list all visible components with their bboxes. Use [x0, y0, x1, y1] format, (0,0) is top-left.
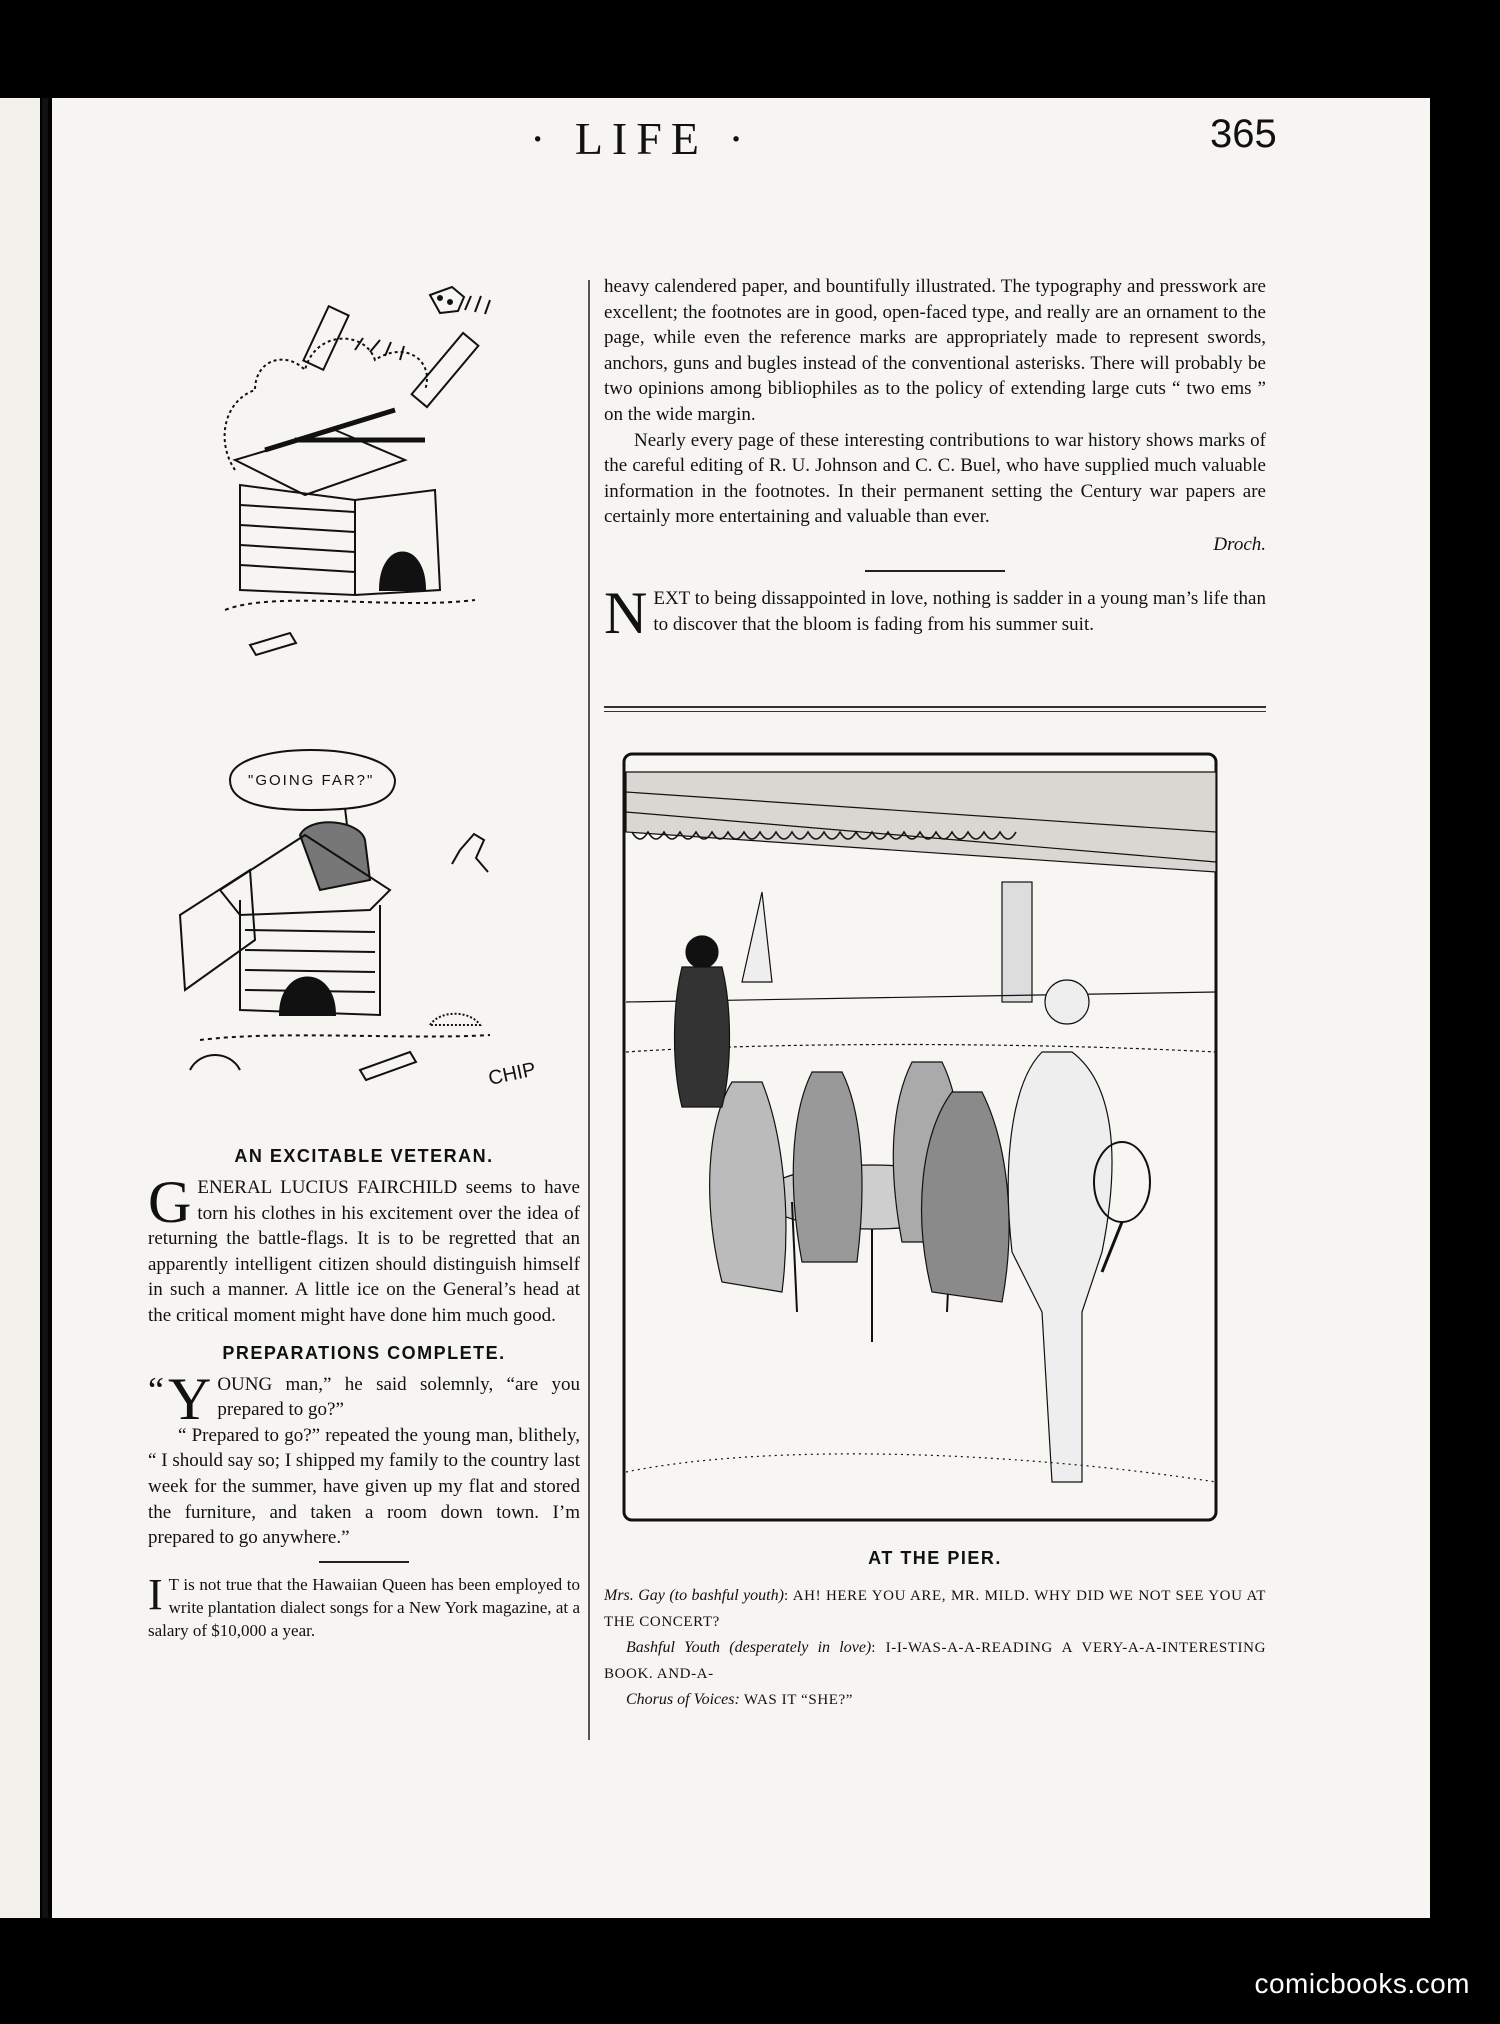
drop-cap-n: N	[604, 579, 648, 646]
caption-line-2	[604, 1635, 1266, 1687]
caption-speaker-2: Bashful Youth (desperately in love)	[626, 1639, 872, 1656]
next-item-text: EXT to being dissappointed in love, nothing is sadder in a young man’s life than to discover that the bloom is fading from his summer suit.	[653, 587, 1266, 635]
masthead-title: · LIFE ·	[530, 113, 753, 164]
watermark-text: comicbooks.com	[1254, 1968, 1470, 1999]
short-rule	[319, 1561, 409, 1563]
cartoon-dog-on-doghouse	[160, 740, 580, 1110]
review-paragraph-1: heavy calendered paper, and bountifully illustrated. The typography and presswork are excellent; the footnotes are in good, open-faced type, and really are an ornament to the page, while even the reference marks are appropriately made to represent swords, anchors, guns and bugles instead of the conventional asterisks. There will probably be two opinions among bibliophiles as to the policy of extending large cuts “ two ems ” on the wide margin.	[604, 276, 1266, 425]
excitable-veteran-text: ENERAL LUCIUS FAIRCHILD seems to have torn his clothes in his excitement over the idea of returning the battle-flags. It is to be regretted that an apparently intelligent citizen should distinguish himself in such a manner. A little ice on the General’s head at the critical moment might have done him much good.	[148, 1177, 580, 1326]
preparations-paragraph-1	[148, 1365, 580, 1432]
drop-cap-g: G	[148, 1169, 192, 1235]
drop-cap-i: I	[148, 1569, 163, 1619]
illustration-at-the-pier	[622, 752, 1218, 1522]
excitable-veteran-paragraph	[148, 1169, 580, 1329]
review-continuation	[604, 274, 1266, 646]
caption-text-1: : AH! HERE YOU ARE, MR. MILD. WHY DID WE NOT SEE YOU AT THE CONCERT?	[604, 1588, 1266, 1630]
hawaiian-paragraph	[148, 1569, 580, 1642]
drop-cap-y: Y	[167, 1365, 212, 1432]
preparations-text-1: OUNG man,” he said solemnly, “are you prepared to go?”	[217, 1373, 580, 1421]
double-rule	[604, 706, 1266, 712]
preparations-paragraph-2: “ Prepared to go?” repeated the young man, blithely, “ I should say so; I shipped my family to the country last week for the summer, have given up my flat and stored the furniture, and taken a room down town. I’m prepared to go anywhere.”	[148, 1424, 580, 1549]
caption-text-2: : I-I-WAS-A-A-READING A VERY-A-A-INTERESTING BOOK. AND-A-	[604, 1640, 1267, 1682]
left-column-articles	[148, 1146, 580, 1642]
excitable-veteran-title: AN EXCITABLE VETERAN.	[234, 1146, 494, 1166]
cartoon-exploding-doghouse	[195, 290, 555, 680]
preparations-title: PREPARATIONS COMPLETE.	[222, 1342, 506, 1363]
pier-title: AT THE PIER.	[868, 1548, 1002, 1568]
next-item-paragraph	[604, 579, 1266, 646]
column-divider	[588, 280, 590, 1740]
hawaiian-text: T is not true that the Hawaiian Queen has been employed to write plantation dialect songs for a New York magazine, at a salary of $10,000 a year.	[148, 1574, 580, 1640]
caption-speaker-3: Chorus of Voices:	[626, 1691, 740, 1708]
section-rule	[865, 570, 1005, 572]
page-number: 365	[1210, 112, 1277, 156]
caption-speaker-1: Mrs. Gay (to bashful youth)	[604, 1587, 784, 1604]
caption-line-1	[604, 1583, 1266, 1635]
previous-page-edge	[0, 98, 40, 1918]
review-signature: Droch.	[1213, 533, 1266, 555]
open-quote: “	[148, 1369, 164, 1410]
artist-signature: CHIP	[486, 1058, 538, 1090]
caption-line-3	[604, 1687, 1266, 1713]
pier-caption-block	[604, 1548, 1266, 1713]
speech-bubble-text: "GOING FAR?"	[248, 772, 375, 789]
review-paragraph-2: Nearly every page of these interesting contributions to war history shows marks of the careful editing of R. U. Johnson and C. C. Buel, who have supplied much valuable information in the footnotes. In their permanent setting the Century war papers are certainly more entertaining and valuable than ever.	[604, 429, 1266, 528]
caption-text-3: WAS IT “SHE?”	[739, 1692, 854, 1708]
